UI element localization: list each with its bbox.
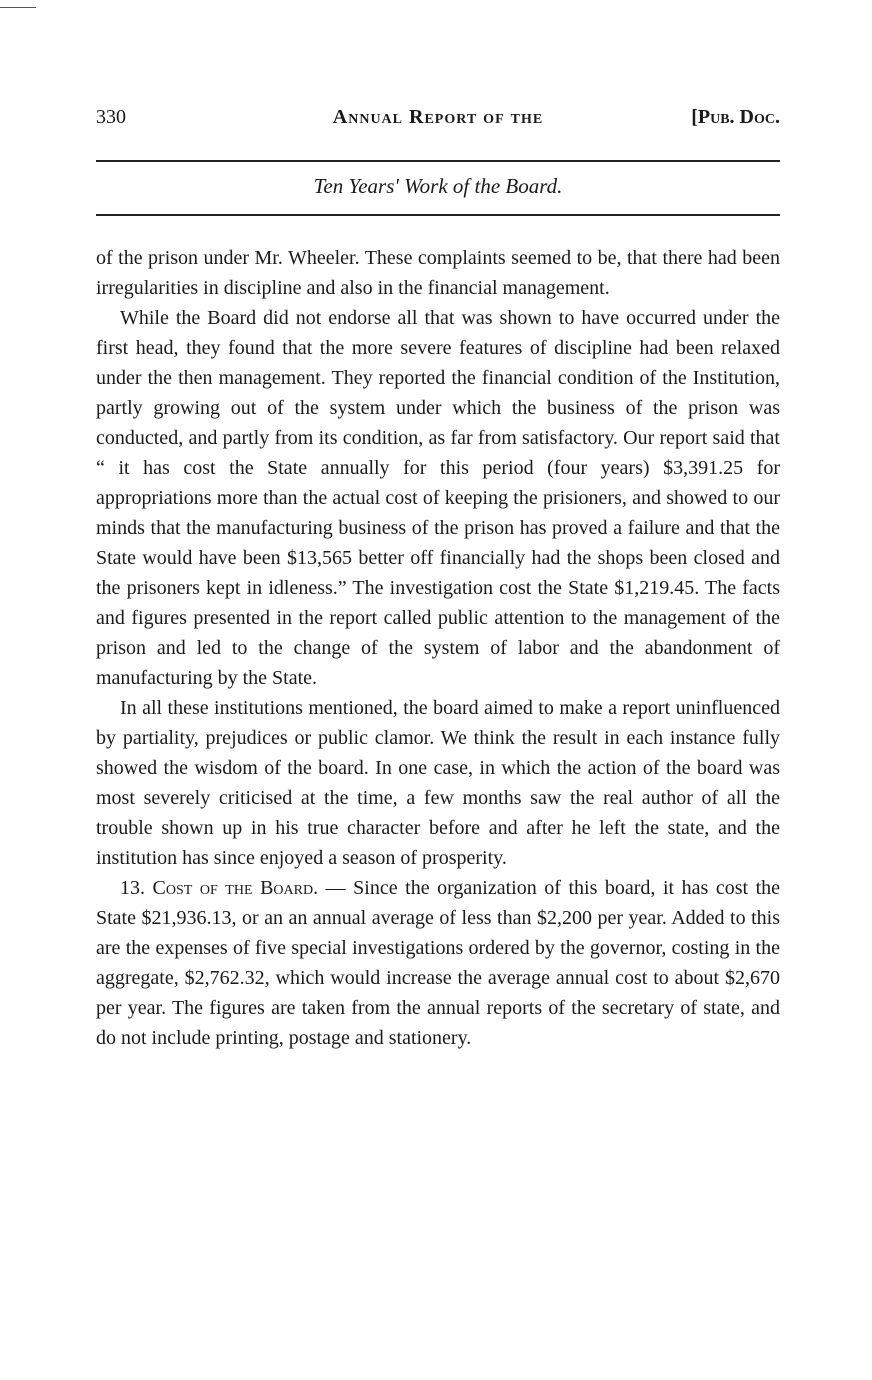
section-number: 13. — [120, 877, 145, 899]
running-head — [96, 106, 780, 132]
paragraph-continued: of the prison under Mr. Wheeler. These complaints seemed to be, that there had been irregularities in discipline and also in the financial management. — [96, 247, 780, 299]
section-dash: — — [318, 877, 354, 899]
section-text: Since the organization of this board, it has cost the State $21,936.13, or an an annual average of less than $2,200 per year. Added to this are the expenses of five special investigations ordered by the governor, costing in the aggregate, $2,762.32, which would increase the average annual cost to about $2,670 per year. The figures are taken from the annual reports of the secretary of state, and do not include printing, postage and stationery. — [96, 877, 781, 1049]
paragraph-institutions: In all these institutions mentioned, the board aimed to make a report uninfluenced by partiality, prejudices or public clamor. We think the result in each instance fully showed the wisdom of the board. In one case, in which the action of the board was most severely criticised at the time, a few months saw the real author of all the trouble shown up in his true character before and after he left the state, and the institution has since enjoyed a season of prosperity. — [96, 697, 780, 869]
page-number: 330 — [96, 106, 126, 128]
top-rule — [96, 160, 780, 162]
bottom-rule — [96, 214, 780, 216]
section-subheading: Ten Years' Work of the Board. — [313, 174, 563, 198]
paragraph-board-findings: While the Board did not endorse all that was shown to have occurred under the first head, they found that the more severe features of discipline had been relaxed under the then management. They reported the financial condition of the Institution, partly growing out of the system under which the business of the prison was conducted, and partly from its condition, as far from satisfactory. Our report said that “ it has cost the State annually for this period (four years) $3,391.25 for appropriations more than the actual cost of keeping the prisioners, and showed to our minds that the manufacturing business of the prison has proved a failure and that the State would have been $13,565 better off financially had the shops been closed and the prisoners kept in idleness.” The investigation cost the State $1,219.45. The facts and figures presented in the report called public attention to the management of the prison and led to the change of the system of labor and the abandonment of manufacturing by the State. — [96, 307, 780, 689]
scan-corner-mark — [0, 7, 36, 8]
body-text — [96, 243, 780, 1053]
paragraph-cost-of-board — [96, 873, 780, 1053]
running-title: Annual Report of the — [332, 106, 544, 128]
document-label: [Pub. Doc. — [691, 106, 780, 128]
section-heading: Cost of the Board. — [152, 877, 319, 899]
